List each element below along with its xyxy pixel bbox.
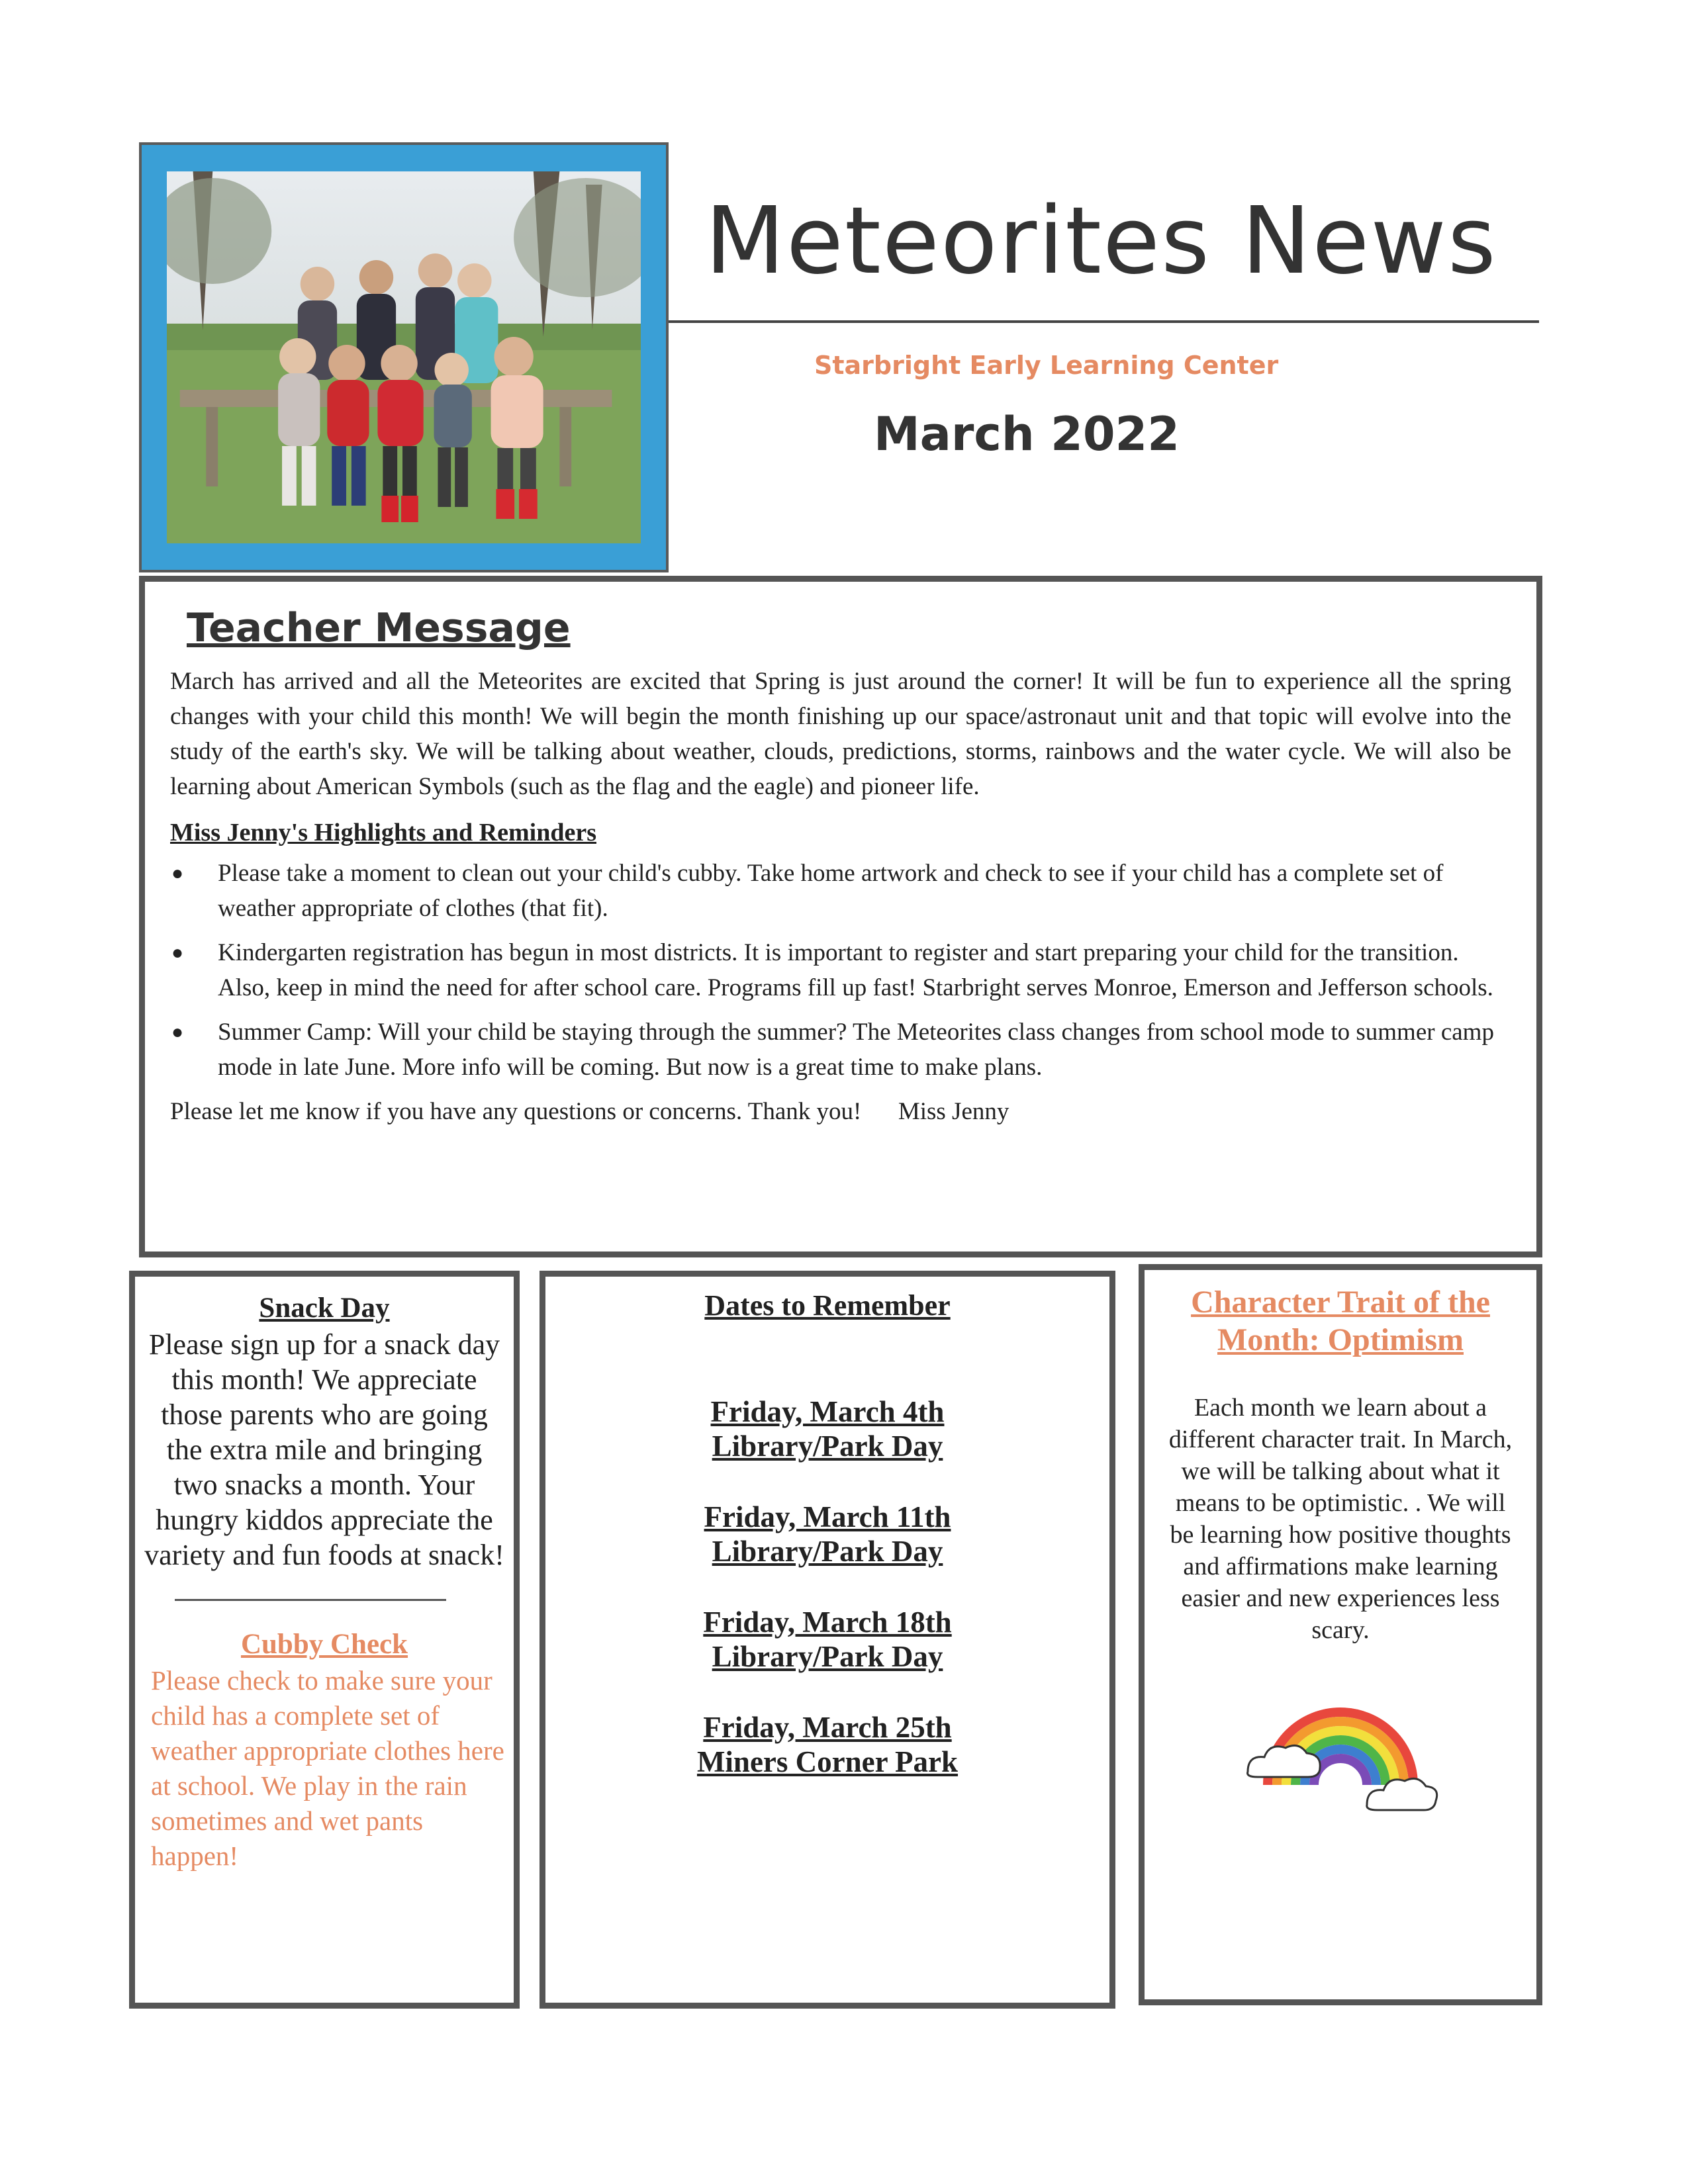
title-divider [669, 320, 1539, 323]
date-item [545, 1394, 1109, 1463]
signoff-text: Please let me know if you have any questions or concerns. Thank you! [170, 1098, 862, 1125]
bullet-icon: ● [171, 1021, 184, 1043]
date-label: Friday, March 18th [703, 1606, 952, 1639]
event-label: Miners Corner Park [696, 1745, 959, 1778]
section-divider [175, 1599, 446, 1601]
teacher-message-box [139, 576, 1542, 1257]
class-photo-image [167, 171, 641, 543]
cubby-check-text: Please check to make sure your child has a complete set of weather appropriate clothes here at school. We play in the rain sometimes and wet pants happen! [151, 1665, 504, 1871]
snack-day-text: Please sign up for a snack day this month! We appreciate those parents who are going the extra mile and bringing two snacks a month. Your hungry kiddos appreciate the variety and fun foods at snack! [144, 1328, 504, 1571]
snack-day-box [129, 1271, 520, 2009]
date-label: Friday, March 11th [704, 1500, 951, 1533]
reminder-text: Kindergarten registration has begun in most districts. It is important to register and start preparing your child for the transition. Also, keep in mind the need for after school care. Programs fill up fast! Starbright serves Monroe, Emerson and Jefferson schools. [218, 939, 1493, 1001]
date-label: Friday, March 4th [710, 1395, 945, 1428]
dates-heading: Dates to Remember [704, 1289, 951, 1322]
list-item [170, 1015, 1511, 1085]
event-label: Library/Park Day [712, 1640, 943, 1673]
newsletter-title: Meteorites News [705, 187, 1497, 295]
teacher-message-heading: Teacher Message [187, 605, 571, 651]
character-trait-text: Each month we learn about a different character trait. In March, we will be talking about what it means to be optimistic. . We will be learning how positive thoughts and affirmations make learning easier and new experiences less scary. [1168, 1394, 1513, 1644]
center-name: Starbright Early Learning Center [814, 351, 1279, 380]
signature: Miss Jenny [898, 1098, 1009, 1125]
rainbow-icon [1241, 1672, 1440, 1825]
reminders-list [170, 856, 1511, 1085]
date-item [545, 1710, 1109, 1779]
list-item [170, 856, 1511, 926]
highlights-heading: Miss Jenny's Highlights and Reminders [170, 819, 596, 846]
date-item [545, 1605, 1109, 1674]
cubby-check-heading: Cubby Check [240, 1629, 408, 1660]
issue-date: March 2022 [874, 407, 1180, 461]
bullet-icon: ● [171, 942, 184, 964]
snack-day-heading: Snack Day [259, 1293, 390, 1324]
reminder-text: Summer Camp: Will your child be staying through the summer? The Meteorites class changes from school mode to summer camp mode in late June. More info will be coming. But now is a great time to make plans. [218, 1019, 1494, 1081]
date-item [545, 1500, 1109, 1569]
bullet-icon: ● [171, 862, 184, 884]
list-item [170, 935, 1511, 1005]
event-label: Library/Park Day [712, 1430, 943, 1463]
signoff [170, 1094, 1511, 1129]
reminder-text: Please take a moment to clean out your child's cubby. Take home artwork and check to see if your child has a complete set of weather appropriate of clothes (that fit). [218, 860, 1444, 922]
class-photo [139, 142, 669, 572]
character-trait-box [1139, 1264, 1542, 2005]
dates-to-remember-box [539, 1271, 1115, 2009]
character-trait-heading: Character Trait of the Month: Optimism [1191, 1285, 1490, 1357]
date-label: Friday, March 25th [703, 1711, 952, 1744]
event-label: Library/Park Day [712, 1535, 943, 1568]
teacher-message-intro: March has arrived and all the Meteorites are excited that Spring is just around the corner! It will be fun to experience all the spring changes with your child this month! We will begin the month finishing up our space/astronaut unit and that topic will evolve into the study of the earth's sky. We will be talking about weather, clouds, predictions, storms, rainbows and the water cycle. We will also be learning about American Symbols (such as the flag and the eagle) and pioneer life. [170, 668, 1511, 800]
